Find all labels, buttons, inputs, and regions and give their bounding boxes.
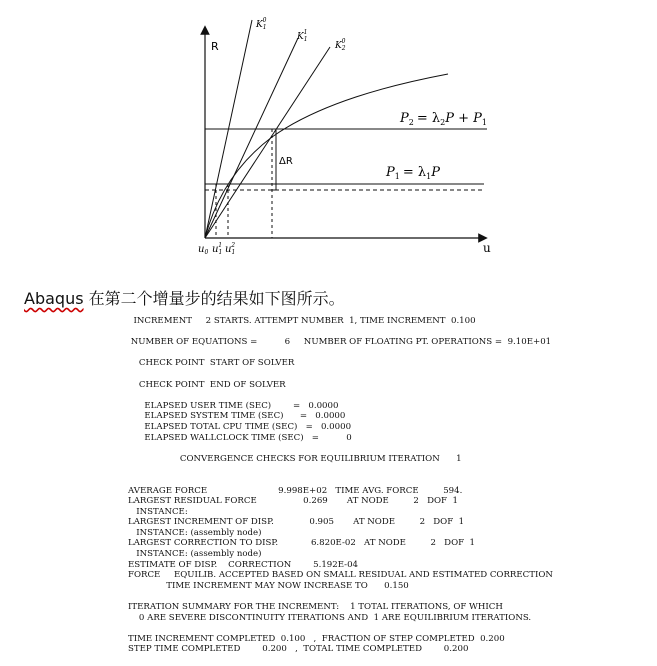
log-line: ESTIMATE OF DISP. CORRECTION 5.192E-04 <box>128 559 358 570</box>
log-line: CONVERGENCE CHECKS FOR EQUILIBRIUM ITERATION 1 <box>128 453 462 464</box>
log-line: LARGEST INCREMENT OF DISP. 0.905 AT NODE 2 DOF 1 <box>128 517 465 528</box>
log-line <box>128 464 558 475</box>
log-line: CHECK POINT START OF SOLVER <box>128 358 295 369</box>
log-line: FORCE EQUILIB. ACCEPTED BASED ON SMALL RESIDUAL AND ESTIMATED CORRECTION <box>128 570 553 581</box>
log-line <box>128 623 558 634</box>
log-line <box>128 443 558 454</box>
delta-r-bracket <box>272 129 276 190</box>
log-line: TIME INCREMENT COMPLETED 0.100 , FRACTION OF STEP COMPLETED 0.200 <box>128 633 505 644</box>
log-line: ITERATION SUMMARY FOR THE INCREMENT: 1 TOTAL ITERATIONS, OF WHICH <box>128 602 503 613</box>
log-line: CHECK POINT END OF SOLVER <box>128 379 286 390</box>
log-line: INCREMENT 2 STARTS. ATTEMPT NUMBER 1, TIME INCREMENT 0.100 <box>128 316 476 326</box>
log-line: NUMBER OF EQUATIONS = 6 NUMBER OF FLOATING PT. OPERATIONS = 9.10E+01 <box>128 337 552 348</box>
u0-tick: $u_0$ <box>198 244 209 256</box>
log-line: TIME INCREMENT MAY NOW INCREASE TO 0.150 <box>128 580 409 591</box>
log-line: LARGEST RESIDUAL FORCE 0.269 AT NODE 2 DOF 1 <box>128 496 458 507</box>
log-line: ELAPSED SYSTEM TIME (SEC) = 0.0000 <box>128 411 346 422</box>
x-axis-label: u <box>483 241 491 255</box>
log-line <box>128 591 558 602</box>
log-line: INSTANCE: <box>128 506 188 517</box>
log-line: ELAPSED USER TIME (SEC) = 0.0000 <box>128 400 339 411</box>
k20-label: $K_20$ <box>335 38 346 52</box>
log-line: LARGEST CORRECTION TO DISP. 6.820E-02 AT NODE 2 DOF 1 <box>128 538 476 549</box>
load-displacement-diagram <box>0 0 657 270</box>
log-line: INSTANCE: (assembly node) <box>128 549 262 560</box>
log-line: STEP TIME COMPLETED 0.200 , TOTAL TIME COMPLETED 0.200 <box>128 644 469 655</box>
u11-tick: $u_11$ <box>212 242 223 256</box>
u12-tick: $u_12$ <box>225 242 236 256</box>
delta-r-label: ΔR <box>279 156 293 167</box>
p1-equation: $P_1 = \lambda_1P$ <box>386 165 440 181</box>
p2-equation: $P_2 = \lambda_2P + P_1$ <box>400 111 487 127</box>
log-line: ELAPSED TOTAL CPU TIME (SEC) = 0.0000 <box>128 421 352 432</box>
solver-log <box>128 316 558 655</box>
log-line: INSTANCE: (assembly node) <box>128 527 262 538</box>
log-line: ELAPSED WALLCLOCK TIME (SEC) = 0 <box>128 432 352 443</box>
log-line <box>128 327 558 338</box>
log-line <box>128 390 558 401</box>
y-axis-label: R <box>211 40 219 53</box>
caption-brand: Abaqus <box>24 289 84 308</box>
k10-label: $K_10$ <box>256 17 267 31</box>
response-curve <box>205 74 448 238</box>
log-line <box>128 475 558 486</box>
caption-text: 在第二个增量步的结果如下图所示。 <box>83 289 345 308</box>
k11-line <box>205 38 298 238</box>
log-line: 0 ARE SEVERE DISCONTINUITY ITERATIONS AND 1 ARE EQUILIBRIUM ITERATIONS. <box>128 612 532 623</box>
caption <box>24 286 345 309</box>
log-line: AVERAGE FORCE 9.998E+02 TIME AVG. FORCE 594. <box>128 485 463 496</box>
k20-line <box>205 47 330 238</box>
log-line <box>128 369 558 380</box>
log-line <box>128 348 558 359</box>
k11-label: $K_11$ <box>297 29 308 43</box>
